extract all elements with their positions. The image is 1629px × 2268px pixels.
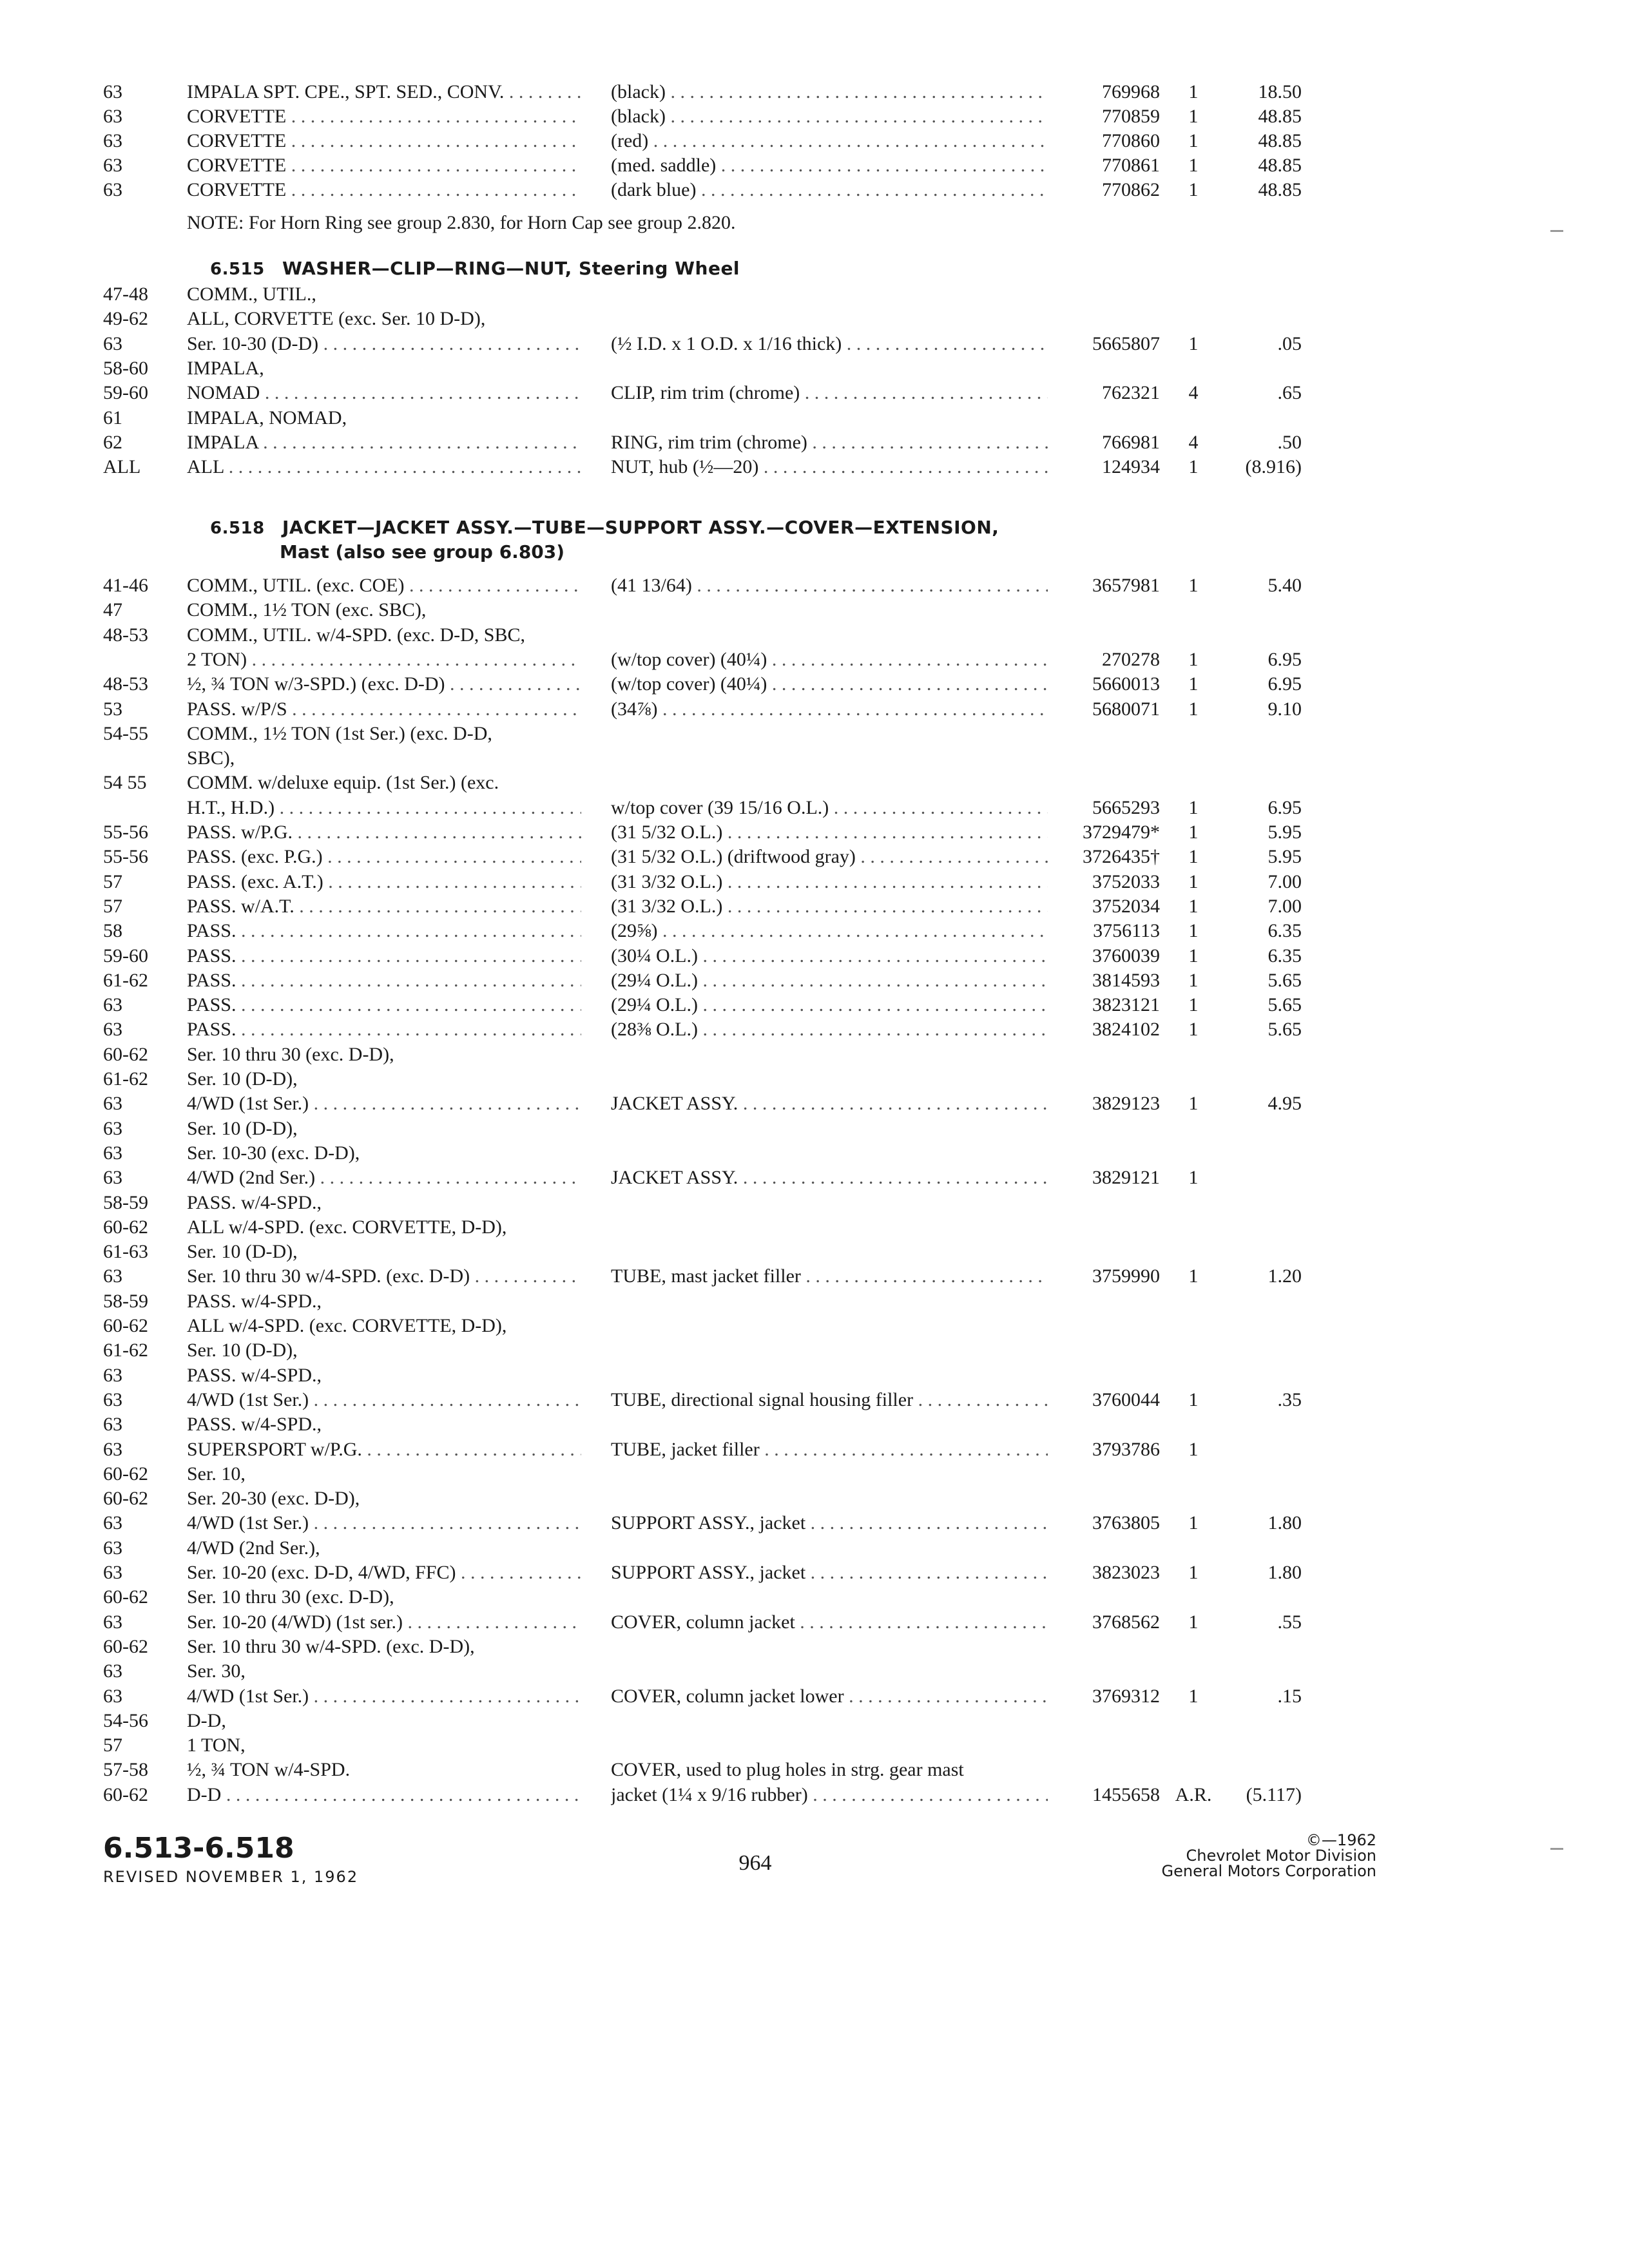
- quantity-cell: 1: [1188, 945, 1199, 966]
- quantity-cell: 1: [1188, 822, 1199, 843]
- copyright: ©—1962: [1306, 1831, 1376, 1849]
- model-cell: CORVETTE . . .: [187, 129, 581, 153]
- year-cell: 60-62: [103, 1488, 148, 1510]
- model-cell: ALL . . .: [187, 455, 581, 479]
- section-subtitle: Mast (also see group 6.803): [280, 541, 565, 562]
- model-cell: Ser. 10-20 (exc. D-D, 4/WD, FFC) . . .: [187, 1561, 581, 1585]
- model-cell: Ser. 10 (D-D),: [187, 1117, 298, 1139]
- model-cell: IMPALA, NOMAD,: [187, 407, 347, 428]
- description-cell: (w/top cover) (40¼) . . .: [611, 648, 1048, 672]
- price-cell: 48.85: [1258, 179, 1302, 200]
- model-cell: Ser. 10-20 (4/WD) (1st ser.) . . .: [187, 1610, 581, 1635]
- model-cell: H.T., H.D.) . . .: [187, 796, 581, 820]
- model-cell: IMPALA SPT. CPE., SPT. SED., CONV. . . .: [187, 80, 581, 104]
- part-number-cell: 5665293: [1092, 796, 1160, 818]
- part-number-cell: 770862: [1102, 179, 1160, 200]
- description-cell: SUPPORT ASSY., jacket . . .: [611, 1561, 1048, 1585]
- model-cell: Ser. 20-30 (exc. D-D),: [187, 1488, 360, 1510]
- part-number-cell: 3756113: [1093, 920, 1160, 942]
- part-number-cell: 3768562: [1092, 1611, 1160, 1633]
- model-cell: Ser. 10 thru 30 w/4-SPD. (exc. D-D),: [187, 1635, 475, 1657]
- model-cell: 1 TON,: [187, 1735, 246, 1756]
- price-cell: .50: [1277, 431, 1302, 453]
- model-cell: PASS. . . .: [187, 944, 581, 968]
- year-cell: 63: [103, 1438, 122, 1460]
- model-cell: NOMAD . . .: [187, 381, 581, 405]
- year-cell: 62: [103, 431, 122, 453]
- model-cell: 4/WD (2nd Ser.) . . .: [187, 1166, 581, 1190]
- model-cell: Ser. 10 thru 30 w/4-SPD. (exc. D-D) . . .: [187, 1264, 581, 1289]
- price-cell: 4.95: [1268, 1093, 1302, 1115]
- part-number-cell: 3729479*: [1083, 822, 1160, 843]
- price-cell: 5.95: [1268, 822, 1302, 843]
- description-cell: TUBE, jacket filler . . .: [611, 1437, 1048, 1462]
- model-cell: Ser. 10-30 (D-D) . . .: [187, 332, 581, 356]
- note-text: NOTE: For Horn Ring see group 2.830, for Horn Cap see group 2.820.: [187, 212, 736, 233]
- description-cell: (30¼ O.L.) . . .: [611, 944, 1048, 968]
- year-cell: 48-53: [103, 673, 148, 695]
- part-number-cell: 3657981: [1092, 575, 1160, 596]
- description-cell: COVER, column jacket . . .: [611, 1610, 1048, 1635]
- description-cell: w/top cover (39 15/16 O.L.) . . .: [611, 796, 1048, 820]
- model-cell: PASS. . . .: [187, 919, 581, 943]
- model-cell: ALL w/4-SPD. (exc. CORVETTE, D-D),: [187, 1216, 507, 1238]
- part-number-cell: 3759990: [1092, 1265, 1160, 1287]
- part-number-cell: 3769312: [1092, 1685, 1160, 1707]
- quantity-cell: 1: [1188, 456, 1199, 478]
- year-cell: ALL: [103, 456, 141, 478]
- model-cell: D-D . . .: [187, 1783, 581, 1807]
- model-cell: PASS. w/4-SPD.,: [187, 1414, 322, 1436]
- model-cell: Ser. 10 (D-D),: [187, 1241, 298, 1263]
- price-cell: 48.85: [1258, 155, 1302, 176]
- description-cell: (29⅝) . . .: [611, 919, 1048, 943]
- part-number-cell: 3829121: [1092, 1167, 1160, 1189]
- part-number-cell: 3793786: [1092, 1438, 1160, 1460]
- part-number-cell: 3760039: [1092, 945, 1160, 966]
- year-cell: 60-62: [103, 1635, 148, 1657]
- quantity-cell: 1: [1188, 698, 1199, 720]
- price-cell: 1.80: [1268, 1512, 1302, 1534]
- year-cell: 60-62: [103, 1043, 148, 1065]
- year-cell: 55-56: [103, 846, 148, 868]
- section-heading-6518: [210, 515, 999, 541]
- year-cell: 58-59: [103, 1191, 148, 1213]
- description-cell: COVER, column jacket lower . . .: [611, 1684, 1048, 1709]
- model-cell: ALL, CORVETTE (exc. Ser. 10 D-D),: [187, 308, 486, 330]
- description-cell: TUBE, mast jacket filler . . .: [611, 1264, 1048, 1289]
- model-cell: COMM., 1½ TON (exc. SBC),: [187, 599, 427, 621]
- part-number-cell: 3829123: [1092, 1093, 1160, 1115]
- year-cell: 63: [103, 81, 122, 102]
- price-cell: 5.65: [1268, 994, 1302, 1016]
- price-cell: 5.95: [1268, 846, 1302, 868]
- model-cell: PASS. w/A.T. . . .: [187, 894, 581, 919]
- year-cell: 63: [103, 1265, 122, 1287]
- year-cell: 58: [103, 920, 122, 942]
- model-cell: PASS. . . .: [187, 993, 581, 1017]
- year-cell: 60-62: [103, 1216, 148, 1238]
- price-cell: .35: [1277, 1389, 1302, 1410]
- price-cell: .65: [1277, 382, 1302, 404]
- price-cell: .05: [1277, 332, 1302, 354]
- description-cell: (34⅞) . . .: [611, 697, 1048, 722]
- description-cell: (31 3/32 O.L.) . . .: [611, 894, 1048, 919]
- part-number-cell: 3814593: [1092, 969, 1160, 991]
- description-cell: (½ I.D. x 1 O.D. x 1/16 thick) . . .: [611, 332, 1048, 356]
- year-cell: 59-60: [103, 945, 148, 966]
- year-cell: 63: [103, 1685, 122, 1707]
- quantity-cell: 1: [1188, 575, 1199, 596]
- model-cell: CORVETTE . . .: [187, 178, 581, 202]
- model-cell: PASS. w/4-SPD.,: [187, 1290, 322, 1312]
- model-cell: PASS. (exc. A.T.) . . .: [187, 870, 581, 894]
- model-cell: SBC),: [187, 747, 235, 769]
- part-number-cell: 770861: [1102, 155, 1160, 176]
- description-cell: (red) . . .: [611, 129, 1048, 153]
- model-cell: 4/WD (2nd Ser.),: [187, 1537, 320, 1559]
- quantity-cell: 1: [1188, 648, 1199, 670]
- part-number-cell: 3726435†: [1083, 846, 1160, 868]
- division: Chevrolet Motor Division: [1186, 1847, 1376, 1865]
- part-number-cell: 769968: [1102, 81, 1160, 102]
- model-cell: PASS. w/4-SPD.,: [187, 1191, 322, 1213]
- price-cell: 48.85: [1258, 106, 1302, 127]
- quantity-cell: A.R.: [1175, 1783, 1212, 1805]
- year-cell: 63: [103, 332, 122, 354]
- quantity-cell: 1: [1188, 81, 1199, 102]
- year-cell: 54-56: [103, 1709, 148, 1731]
- part-number-cell: 1455658: [1092, 1783, 1160, 1805]
- model-cell: COMM., UTIL. w/4-SPD. (exc. D-D, SBC,: [187, 624, 525, 646]
- quantity-cell: 1: [1188, 969, 1199, 991]
- price-cell: 1.20: [1268, 1265, 1302, 1287]
- year-cell: 63: [103, 1142, 122, 1164]
- model-cell: PASS. w/P/S . . .: [187, 697, 581, 722]
- model-cell: 4/WD (1st Ser.) . . .: [187, 1388, 581, 1412]
- description-cell: (28⅜ O.L.) . . .: [611, 1017, 1048, 1042]
- description-cell: SUPPORT ASSY., jacket . . .: [611, 1511, 1048, 1535]
- year-cell: 63: [103, 1093, 122, 1115]
- year-cell: 63: [103, 1019, 122, 1041]
- year-cell: 63: [103, 155, 122, 176]
- model-cell: PASS. w/P.G. . . .: [187, 820, 581, 845]
- model-cell: Ser. 10,: [187, 1463, 246, 1485]
- model-cell: IMPALA . . .: [187, 430, 581, 455]
- description-cell: (41 13/64) . . .: [611, 573, 1048, 598]
- year-cell: 55-56: [103, 822, 148, 843]
- year-cell: 60-62: [103, 1586, 148, 1608]
- year-cell: 63: [103, 179, 122, 200]
- model-cell: COMM., 1½ TON (1st Ser.) (exc. D-D,: [187, 722, 492, 744]
- section-number: 6.518: [210, 519, 265, 538]
- quantity-cell: 1: [1188, 1093, 1199, 1115]
- model-cell: 4/WD (1st Ser.) . . .: [187, 1684, 581, 1709]
- model-cell: 4/WD (1st Ser.) . . .: [187, 1091, 581, 1116]
- price-cell: 6.95: [1268, 673, 1302, 695]
- year-cell: 57: [103, 895, 122, 917]
- price-cell: (5.117): [1246, 1783, 1302, 1805]
- description-cell: RING, rim trim (chrome) . . .: [611, 430, 1048, 455]
- year-cell: 49-62: [103, 308, 148, 330]
- year-cell: 63: [103, 130, 122, 151]
- price-cell: 5.65: [1268, 1019, 1302, 1041]
- quantity-cell: 1: [1188, 1611, 1199, 1633]
- year-cell: 60-62: [103, 1783, 148, 1805]
- year-cell: 47-48: [103, 284, 148, 305]
- model-cell: D-D,: [187, 1709, 226, 1731]
- price-cell: 6.95: [1268, 796, 1302, 818]
- year-cell: 48-53: [103, 624, 148, 646]
- price-cell: 6.35: [1268, 945, 1302, 966]
- quantity-cell: 1: [1188, 155, 1199, 176]
- year-cell: 47: [103, 599, 122, 621]
- description-cell: (black) . . .: [611, 80, 1048, 104]
- year-cell: 63: [103, 1414, 122, 1436]
- price-cell: .55: [1277, 1611, 1302, 1633]
- price-cell: 6.95: [1268, 648, 1302, 670]
- part-number-cell: 3752033: [1092, 870, 1160, 892]
- model-cell: ½, ¾ TON w/4-SPD.: [187, 1759, 351, 1781]
- year-cell: 53: [103, 698, 122, 720]
- part-number-cell: 3763805: [1092, 1512, 1160, 1534]
- model-cell: Ser. 10 (D-D),: [187, 1340, 298, 1361]
- year-cell: 57: [103, 1735, 122, 1756]
- description-cell: (31 5/32 O.L.) . . .: [611, 820, 1048, 845]
- group-code: 6.513-6.518: [103, 1832, 294, 1865]
- year-cell: 63: [103, 1364, 122, 1386]
- publisher-block: [1162, 1832, 1376, 1879]
- price-cell: 6.35: [1268, 920, 1302, 942]
- model-cell: 4/WD (1st Ser.) . . .: [187, 1511, 581, 1535]
- year-cell: 60-62: [103, 1463, 148, 1485]
- model-cell: CORVETTE . . .: [187, 104, 581, 129]
- description-cell: TUBE, directional signal housing filler . . .: [611, 1388, 1048, 1412]
- year-cell: 61-63: [103, 1241, 148, 1263]
- year-cell: 63: [103, 1611, 122, 1633]
- model-cell: SUPERSPORT w/P.G. . . .: [187, 1437, 581, 1462]
- part-number-cell: 3824102: [1092, 1019, 1160, 1041]
- year-cell: 58-60: [103, 357, 148, 379]
- year-cell: 63: [103, 1167, 122, 1189]
- model-cell: Ser. 10 (D-D),: [187, 1068, 298, 1090]
- year-cell: 63: [103, 1660, 122, 1682]
- year-cell: 63: [103, 1117, 122, 1139]
- model-cell: COMM. w/deluxe equip. (1st Ser.) (exc.: [187, 772, 499, 794]
- description-cell: (med. saddle) . . .: [611, 153, 1048, 178]
- description-cell: COVER, used to plug holes in strg. gear mast: [611, 1759, 964, 1781]
- part-number-cell: 5680071: [1092, 698, 1160, 720]
- part-number-cell: 5665807: [1092, 332, 1160, 354]
- year-cell: 63: [103, 1389, 122, 1410]
- model-cell: IMPALA,: [187, 357, 264, 379]
- description-cell: (31 3/32 O.L.) . . .: [611, 870, 1048, 894]
- section-title: JACKET—JACKET ASSY.—TUBE—SUPPORT ASSY.—COVER—EXTENSION,: [282, 517, 999, 538]
- quantity-cell: 1: [1188, 994, 1199, 1016]
- description-cell: JACKET ASSY. . . .: [611, 1091, 1048, 1116]
- quantity-cell: 1: [1188, 1562, 1199, 1583]
- year-cell: 63: [103, 1512, 122, 1534]
- corporation: General Motors Corporation: [1161, 1862, 1376, 1880]
- year-cell: 57: [103, 870, 122, 892]
- model-cell: PASS. . . .: [187, 1017, 581, 1042]
- description-cell: (29¼ O.L.) . . .: [611, 993, 1048, 1017]
- model-cell: Ser. 30,: [187, 1660, 246, 1682]
- model-cell: PASS. w/4-SPD.,: [187, 1364, 322, 1386]
- year-cell: 60-62: [103, 1315, 148, 1336]
- part-number-cell: 3823023: [1092, 1562, 1160, 1583]
- model-cell: ALL w/4-SPD. (exc. CORVETTE, D-D),: [187, 1315, 507, 1336]
- section-number: 6.515: [210, 260, 265, 279]
- quantity-cell: 1: [1188, 1389, 1199, 1410]
- quantity-cell: 4: [1188, 431, 1199, 453]
- model-cell: CORVETTE . . .: [187, 153, 581, 178]
- page-number: 964: [738, 1851, 772, 1875]
- price-cell: 1.80: [1268, 1562, 1302, 1583]
- year-cell: 61-62: [103, 1340, 148, 1361]
- price-cell: 18.50: [1258, 81, 1302, 102]
- model-cell: Ser. 10 thru 30 (exc. D-D),: [187, 1043, 394, 1065]
- part-number-cell: 5660013: [1092, 673, 1160, 695]
- year-cell: 61-62: [103, 969, 148, 991]
- price-cell: 9.10: [1268, 698, 1302, 720]
- quantity-cell: 1: [1188, 1265, 1199, 1287]
- section-title: WASHER—CLIP—RING—NUT, Steering Wheel: [282, 258, 740, 279]
- part-number-cell: 770860: [1102, 130, 1160, 151]
- description-cell: (31 5/32 O.L.) (driftwood gray) . . .: [611, 845, 1048, 869]
- description-cell: (dark blue) . . .: [611, 178, 1048, 202]
- margin-mark: [1550, 1848, 1563, 1850]
- part-number-cell: 770859: [1102, 106, 1160, 127]
- quantity-cell: 1: [1188, 1167, 1199, 1189]
- quantity-cell: 1: [1188, 920, 1199, 942]
- description-cell: (black) . . .: [611, 104, 1048, 129]
- quantity-cell: 1: [1188, 106, 1199, 127]
- quantity-cell: 1: [1188, 1438, 1199, 1460]
- year-cell: 63: [103, 994, 122, 1016]
- price-cell: 7.00: [1268, 895, 1302, 917]
- description-cell: JACKET ASSY. . . .: [611, 1166, 1048, 1190]
- year-cell: 54-55: [103, 722, 148, 744]
- part-number-cell: 3823121: [1092, 994, 1160, 1016]
- year-cell: 63: [103, 106, 122, 127]
- quantity-cell: 1: [1188, 332, 1199, 354]
- year-cell: 59-60: [103, 382, 148, 404]
- quantity-cell: 1: [1188, 1019, 1199, 1041]
- revision-date: REVISED NOVEMBER 1, 1962: [103, 1868, 359, 1886]
- part-number-cell: 766981: [1102, 431, 1160, 453]
- quantity-cell: 1: [1188, 895, 1199, 917]
- description-cell: (29¼ O.L.) . . .: [611, 968, 1048, 993]
- price-cell: 5.40: [1268, 575, 1302, 596]
- price-cell: 5.65: [1268, 969, 1302, 991]
- description-cell: jacket (1¼ x 9/16 rubber) . . .: [611, 1783, 1048, 1807]
- part-number-cell: 270278: [1102, 648, 1160, 670]
- price-cell: (8.916): [1245, 456, 1302, 478]
- year-cell: 41-46: [103, 575, 148, 596]
- price-cell: 48.85: [1258, 130, 1302, 151]
- part-number-cell: 124934: [1102, 456, 1160, 478]
- model-cell: COMM., UTIL. (exc. COE) . . .: [187, 573, 581, 598]
- model-cell: Ser. 10 thru 30 (exc. D-D),: [187, 1586, 394, 1608]
- model-cell: PASS. . . .: [187, 968, 581, 993]
- description-cell: CLIP, rim trim (chrome) . . .: [611, 381, 1048, 405]
- quantity-cell: 1: [1188, 796, 1199, 818]
- quantity-cell: 1: [1188, 179, 1199, 200]
- description-cell: (w/top cover) (40¼) . . .: [611, 672, 1048, 697]
- part-number-cell: 3760044: [1092, 1389, 1160, 1410]
- price-cell: 7.00: [1268, 870, 1302, 892]
- description-cell: NUT, hub (½—20) . . .: [611, 455, 1048, 479]
- model-cell: PASS. (exc. P.G.) . . .: [187, 845, 581, 869]
- model-cell: 2 TON) . . .: [187, 648, 581, 672]
- price-cell: .15: [1277, 1685, 1302, 1707]
- year-cell: 57-58: [103, 1759, 148, 1781]
- part-number-cell: 3752034: [1092, 895, 1160, 917]
- quantity-cell: 1: [1188, 846, 1199, 868]
- year-cell: 54 55: [103, 772, 147, 794]
- year-cell: 63: [103, 1537, 122, 1559]
- quantity-cell: 1: [1188, 130, 1199, 151]
- quantity-cell: 4: [1188, 382, 1199, 404]
- quantity-cell: 1: [1188, 870, 1199, 892]
- model-cell: Ser. 10-30 (exc. D-D),: [187, 1142, 360, 1164]
- quantity-cell: 1: [1188, 673, 1199, 695]
- model-cell: COMM., UTIL.,: [187, 284, 316, 305]
- year-cell: 61: [103, 407, 122, 428]
- part-number-cell: 762321: [1102, 382, 1160, 404]
- model-cell: ½, ¾ TON w/3-SPD.) (exc. D-D) . . .: [187, 672, 581, 697]
- year-cell: 58-59: [103, 1290, 148, 1312]
- quantity-cell: 1: [1188, 1685, 1199, 1707]
- year-cell: 61-62: [103, 1068, 148, 1090]
- quantity-cell: 1: [1188, 1512, 1199, 1534]
- year-cell: 63: [103, 1562, 122, 1583]
- margin-mark: [1550, 230, 1563, 232]
- section-heading-6515: [210, 256, 740, 282]
